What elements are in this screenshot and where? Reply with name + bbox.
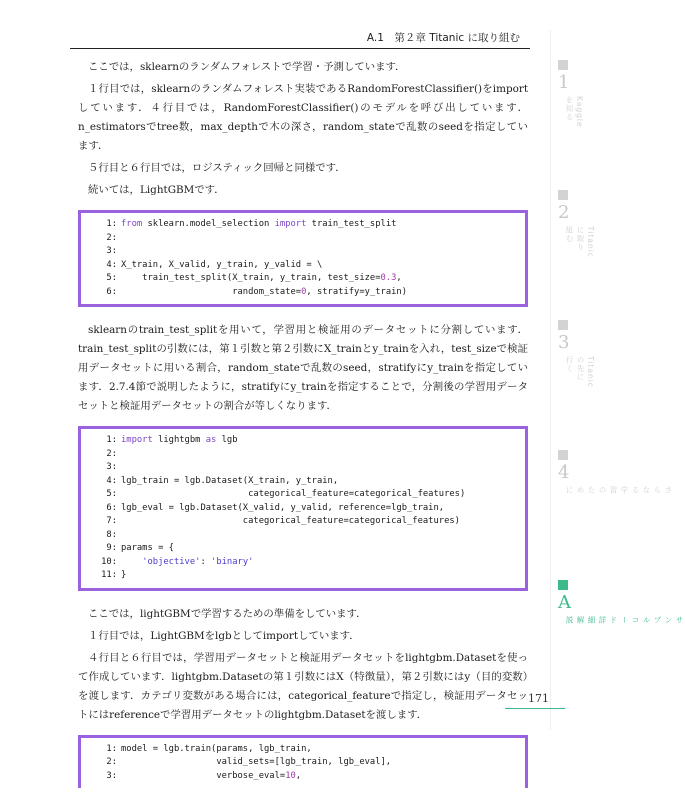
- code-line: [89, 259, 517, 273]
- page-edge-rule: [550, 30, 551, 730]
- code-line: [89, 475, 517, 489]
- body-paragraph: ４行目と６行目では，学習用データセットと検証用データセットをlightgbm.Datasetを使って作成しています．lightgbm.Datasetの第１引数にはX（特徴量），第２引数にはy（目的変数）を渡します．カテゴリ変数がある場合には，categorical_featureで指定し，検証用データセットにはreferenceで学習用データセットのlightgbm.Datasetを渡します．: [78, 651, 528, 721]
- line-number: 1:: [106, 435, 117, 445]
- code-token: verbose_eval=: [121, 770, 286, 781]
- chapter-marker-square: [558, 580, 568, 590]
- chapter-number: A: [558, 592, 571, 613]
- header-rule: [70, 48, 530, 49]
- line-number: 11:: [101, 570, 117, 580]
- code-token: as: [205, 435, 222, 445]
- code-token: ,: [295, 770, 302, 781]
- code-line: [89, 502, 517, 516]
- code-token: , stratify=y_train): [306, 286, 408, 297]
- code-line: [89, 569, 517, 583]
- line-number: 10:: [101, 556, 117, 567]
- line-number: 4:: [106, 259, 117, 270]
- running-header: A.1 第２章 Titanic に取り組む: [366, 32, 520, 44]
- page-content: [78, 58, 528, 802]
- chapter-title: Kaggleを知る: [565, 96, 584, 128]
- code-token: from: [121, 219, 148, 229]
- code-line: [89, 743, 517, 757]
- chapter-title: さらなる学習のために: [565, 486, 673, 495]
- line-number: 6:: [106, 502, 117, 513]
- code-line: [89, 272, 517, 286]
- chapter-marker-square: [558, 60, 568, 70]
- code-token: sklearn.model_selection: [147, 219, 275, 229]
- chapter-number: 2: [558, 202, 570, 223]
- code-line: [89, 488, 517, 502]
- page-number: 171: [528, 692, 549, 705]
- code-token: train_test_split(X_train, y_train, test_size=: [121, 273, 381, 283]
- body-paragraph: ここでは，sklearnのランダムフォレストで学習・予測しています．: [88, 61, 406, 73]
- code-token: lgb_eval = lgb.Dataset(X_valid, y_valid, reference=lgb_train,: [121, 502, 445, 513]
- code-token: X_train, X_valid, y_train, y_valid = \: [121, 259, 323, 270]
- code-token: import: [121, 435, 159, 445]
- line-number: 9:: [106, 543, 117, 553]
- line-number: 5:: [106, 273, 117, 283]
- line-number: 6:: [106, 286, 117, 297]
- code-token: 0: [301, 286, 307, 297]
- page-number-rule: [505, 708, 565, 709]
- code-token: categorical_feature=categorical_features): [121, 489, 466, 499]
- body-paragraph: sklearnのtrain_test_splitを用いて，学習用と検証用のデータセットに分割しています．train_test_splitの引数には，第１引数と第２引数にX_trainとy_trainを入れ，test_sizeで検証用データセットに用いる割合，random_stateで乱数のseed，stratifyにy_trainを指定しています．2.7.4節で説明したように，stratifyにy_trainを指定することで，分割後の学習用データセットと検証用データセットの割合が等しくなります．: [78, 324, 528, 412]
- code-token: }: [121, 570, 127, 580]
- code-token: 'objective': [142, 556, 201, 567]
- body-paragraph: １行目では，sklearnのランダムフォレスト実装であるRandomForestClassifier()をimportしています．４行目では，RandomForestClassifier()のモデルを呼び出しています．n_estimatorsでtree数，max_depthで木の深さ，random_stateで乱数のseedを指定しています．: [78, 83, 528, 152]
- line-number: 2:: [106, 448, 117, 459]
- code-line: [89, 434, 517, 448]
- line-number: 4:: [106, 475, 117, 486]
- code-line: [89, 232, 517, 246]
- code-token: 10: [285, 770, 296, 781]
- code-token: lgb_train = lgb.Dataset(X_train, y_train,: [121, 475, 339, 486]
- code-line: [89, 245, 517, 259]
- chapter-number: 4: [558, 462, 570, 483]
- code-block-lgb-train: [78, 735, 528, 789]
- code-line: [89, 542, 517, 556]
- chapter-marker-square: [558, 320, 568, 330]
- code-token: random_state=: [121, 286, 302, 297]
- paragraph-group-2: [78, 321, 528, 416]
- code-line: [89, 556, 517, 570]
- code-line: [89, 770, 517, 784]
- chapter-marker-square: [558, 190, 568, 200]
- code-token: ,: [396, 273, 402, 283]
- line-number: 2:: [106, 757, 117, 767]
- line-number: 8:: [106, 529, 117, 540]
- code-token: categorical_feature=categorical_features): [121, 516, 460, 526]
- chapter-title: サンプルコード詳細解説: [565, 616, 684, 625]
- chapter-number: 3: [558, 332, 570, 353]
- code-token: 0.3: [380, 273, 397, 283]
- line-number: 1:: [106, 219, 117, 229]
- code-line: [89, 286, 517, 300]
- line-number: 3:: [106, 462, 117, 472]
- code-line: [89, 756, 517, 770]
- body-paragraph: １行目では，LightGBMをlgbとしてimportしています．: [88, 629, 360, 642]
- code-token: valid_sets=[lgb_train, lgb_eval],: [121, 757, 392, 767]
- body-paragraph: ここでは，lightGBMで学習するための準備をしています．: [88, 607, 367, 620]
- code-block-train-test-split: [78, 210, 528, 307]
- code-line: [89, 448, 517, 462]
- line-number: 3:: [106, 246, 117, 256]
- code-token: lightgbm: [158, 435, 206, 445]
- line-number: 1:: [106, 743, 117, 754]
- code-line: [89, 515, 517, 529]
- code-token: :: [200, 556, 212, 567]
- line-number: 2:: [106, 232, 117, 243]
- chapter-index-sidebar: [556, 60, 684, 700]
- line-number: 3:: [106, 770, 117, 781]
- code-token: model = lgb.train(params, lgb_train,: [121, 743, 312, 754]
- line-number: 7:: [106, 516, 117, 526]
- code-block-lightgbm-dataset: [78, 426, 528, 591]
- code-token: train_test_split: [311, 219, 397, 229]
- chapter-title: Titanicに取り組む: [565, 226, 595, 258]
- chapter-title: Titanicの先に行く: [565, 356, 595, 388]
- line-number: 5:: [106, 489, 117, 499]
- code-token: lgb: [221, 435, 238, 445]
- body-paragraph: 続いては，LightGBMです．: [88, 184, 225, 196]
- paragraph-group-1: [78, 58, 528, 200]
- code-token: params = {: [121, 543, 174, 553]
- code-line: [89, 218, 517, 232]
- chapter-marker-square: [558, 450, 568, 460]
- paragraph-group-3: [78, 605, 528, 725]
- body-paragraph: ５行目と６行目では，ロジスティック回帰と同様です．: [88, 162, 346, 174]
- code-token: 'binary': [211, 556, 254, 567]
- code-token: import: [274, 219, 312, 229]
- code-line: [89, 529, 517, 543]
- chapter-number: 1: [558, 72, 570, 93]
- code-token: [121, 557, 142, 567]
- code-line: [89, 461, 517, 475]
